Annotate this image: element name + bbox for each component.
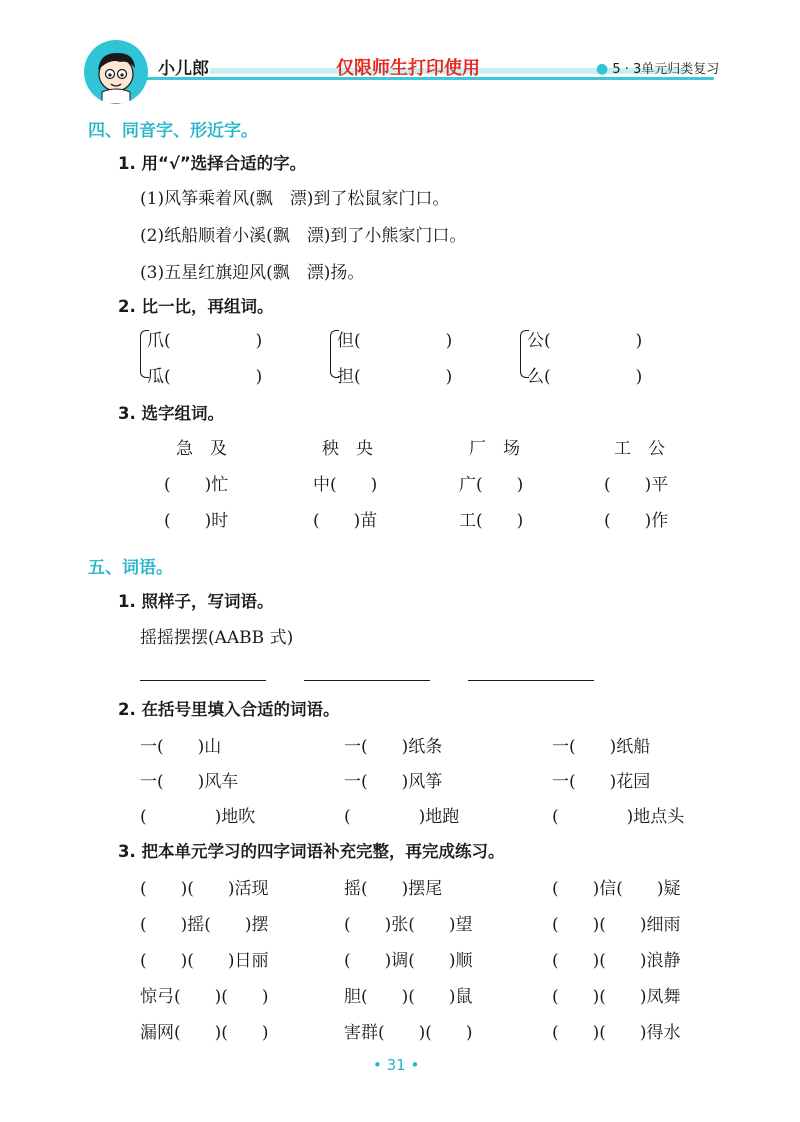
- s5-q3-r4-c2: 胆( )( )鼠: [344, 987, 473, 1007]
- pair-1-b: 瓜( ): [147, 367, 263, 387]
- s5-q2-r2-c3: 一( )花园: [552, 772, 651, 792]
- unit-dot-icon: ●: [596, 61, 609, 77]
- s5-q3-r2-c2: ( )张( )望: [344, 915, 473, 935]
- s4-q1-title: 1. 用“√”选择合适的字。: [118, 154, 307, 173]
- boy-mascot-logo: [84, 40, 148, 104]
- s5-q2-r2-c1: 一( )风车: [140, 772, 239, 792]
- q3-group-4-row-2: ( )作: [604, 511, 669, 531]
- q3-group-3-row-1: 广( ): [459, 475, 524, 495]
- q3-group-4-row-1: ( )平: [604, 475, 669, 495]
- pair-3-a: 公( ): [527, 331, 643, 351]
- q3-group-2-row-1: 中( ): [313, 475, 378, 495]
- q3-group-2-row-2: ( )苗: [313, 511, 378, 531]
- q3-group-1-row-1: ( )忙: [164, 475, 229, 495]
- s5-q1-example: 摇摇摆摆(AABB 式): [140, 628, 294, 648]
- s4-q1-item-3: (3)五星红旗迎风(飘 漂)扬。: [140, 263, 365, 283]
- s5-q3-r2-c1: ( )摇( )摆: [140, 915, 269, 935]
- s5-q2-r3-c1: ( )地吹: [140, 807, 256, 827]
- section-4-title: 四、同音字、形近字。: [88, 121, 258, 141]
- s5-q3-r4-c3: ( )( )凤舞: [552, 987, 681, 1007]
- page-number: • 31 •: [373, 1056, 420, 1074]
- pair-2-a: 但( ): [337, 331, 453, 351]
- s4-q2-title: 2. 比一比，再组词。: [118, 297, 274, 316]
- print-restriction-notice: 仅限师生打印使用: [336, 58, 480, 79]
- s5-q2-r3-c2: ( )地跑: [344, 807, 460, 827]
- s5-q2-r1-c3: 一( )纸船: [552, 737, 651, 757]
- answer-blank-3[interactable]: [468, 680, 594, 681]
- s4-q3-title: 3. 选字组词。: [118, 404, 224, 423]
- section-5-title: 五、词语。: [88, 558, 173, 578]
- q3-group-1-row-2: ( )时: [164, 511, 229, 531]
- brand-name: 小儿郎: [158, 59, 209, 79]
- unit-label: [596, 58, 719, 77]
- s5-q3-r1-c1: ( )( )活现: [140, 879, 269, 899]
- q3-group-2-chars: 秧 央: [322, 439, 373, 459]
- s5-q3-r5-c1: 漏网( )( ): [140, 1023, 269, 1043]
- s5-q3-r3-c1: ( )( )日丽: [140, 951, 269, 971]
- s5-q3-r3-c2: ( )调( )顺: [344, 951, 473, 971]
- s5-q2-r1-c1: 一( )山: [140, 737, 222, 757]
- pair-2-b: 担( ): [337, 367, 453, 387]
- s5-q2-r3-c3: ( )地点头: [552, 807, 685, 827]
- s5-q2-r2-c2: 一( )风筝: [344, 772, 443, 792]
- s5-q3-r5-c2: 害群( )( ): [344, 1023, 473, 1043]
- s5-q3-r5-c3: ( )( )得水: [552, 1023, 681, 1043]
- s5-q2-r1-c2: 一( )纸条: [344, 737, 443, 757]
- s5-q3-r3-c3: ( )( )浪静: [552, 951, 681, 971]
- pair-3-b: 么( ): [527, 367, 643, 387]
- s4-q1-item-1: (1)风筝乘着风(飘 漂)到了松鼠家门口。: [140, 189, 450, 209]
- q3-group-3-row-2: 工( ): [459, 511, 524, 531]
- s5-q1-title: 1. 照样子，写词语。: [118, 592, 274, 611]
- pair-1-a: 爪( ): [147, 331, 263, 351]
- s4-q1-item-2: (2)纸船顺着小溪(飘 漂)到了小熊家门口。: [140, 226, 467, 246]
- s5-q3-r1-c3: ( )信( )疑: [552, 879, 681, 899]
- q3-group-1-chars: 急 及: [176, 439, 227, 459]
- answer-blank-1[interactable]: [140, 680, 266, 681]
- unit-label-text: 5 · 3单元归类复习: [612, 62, 720, 77]
- q3-group-3-chars: 厂 场: [469, 439, 520, 459]
- s5-q3-r2-c3: ( )( )细雨: [552, 915, 681, 935]
- s5-q3-title: 3. 把本单元学习的四字词语补充完整，再完成练习。: [118, 842, 505, 861]
- q3-group-4-chars: 工 公: [614, 439, 665, 459]
- s5-q2-title: 2. 在括号里填入合适的词语。: [118, 700, 340, 719]
- answer-blank-2[interactable]: [304, 680, 430, 681]
- s5-q3-r1-c2: 摇( )摆尾: [344, 879, 443, 899]
- s5-q3-r4-c1: 惊弓( )( ): [140, 987, 269, 1007]
